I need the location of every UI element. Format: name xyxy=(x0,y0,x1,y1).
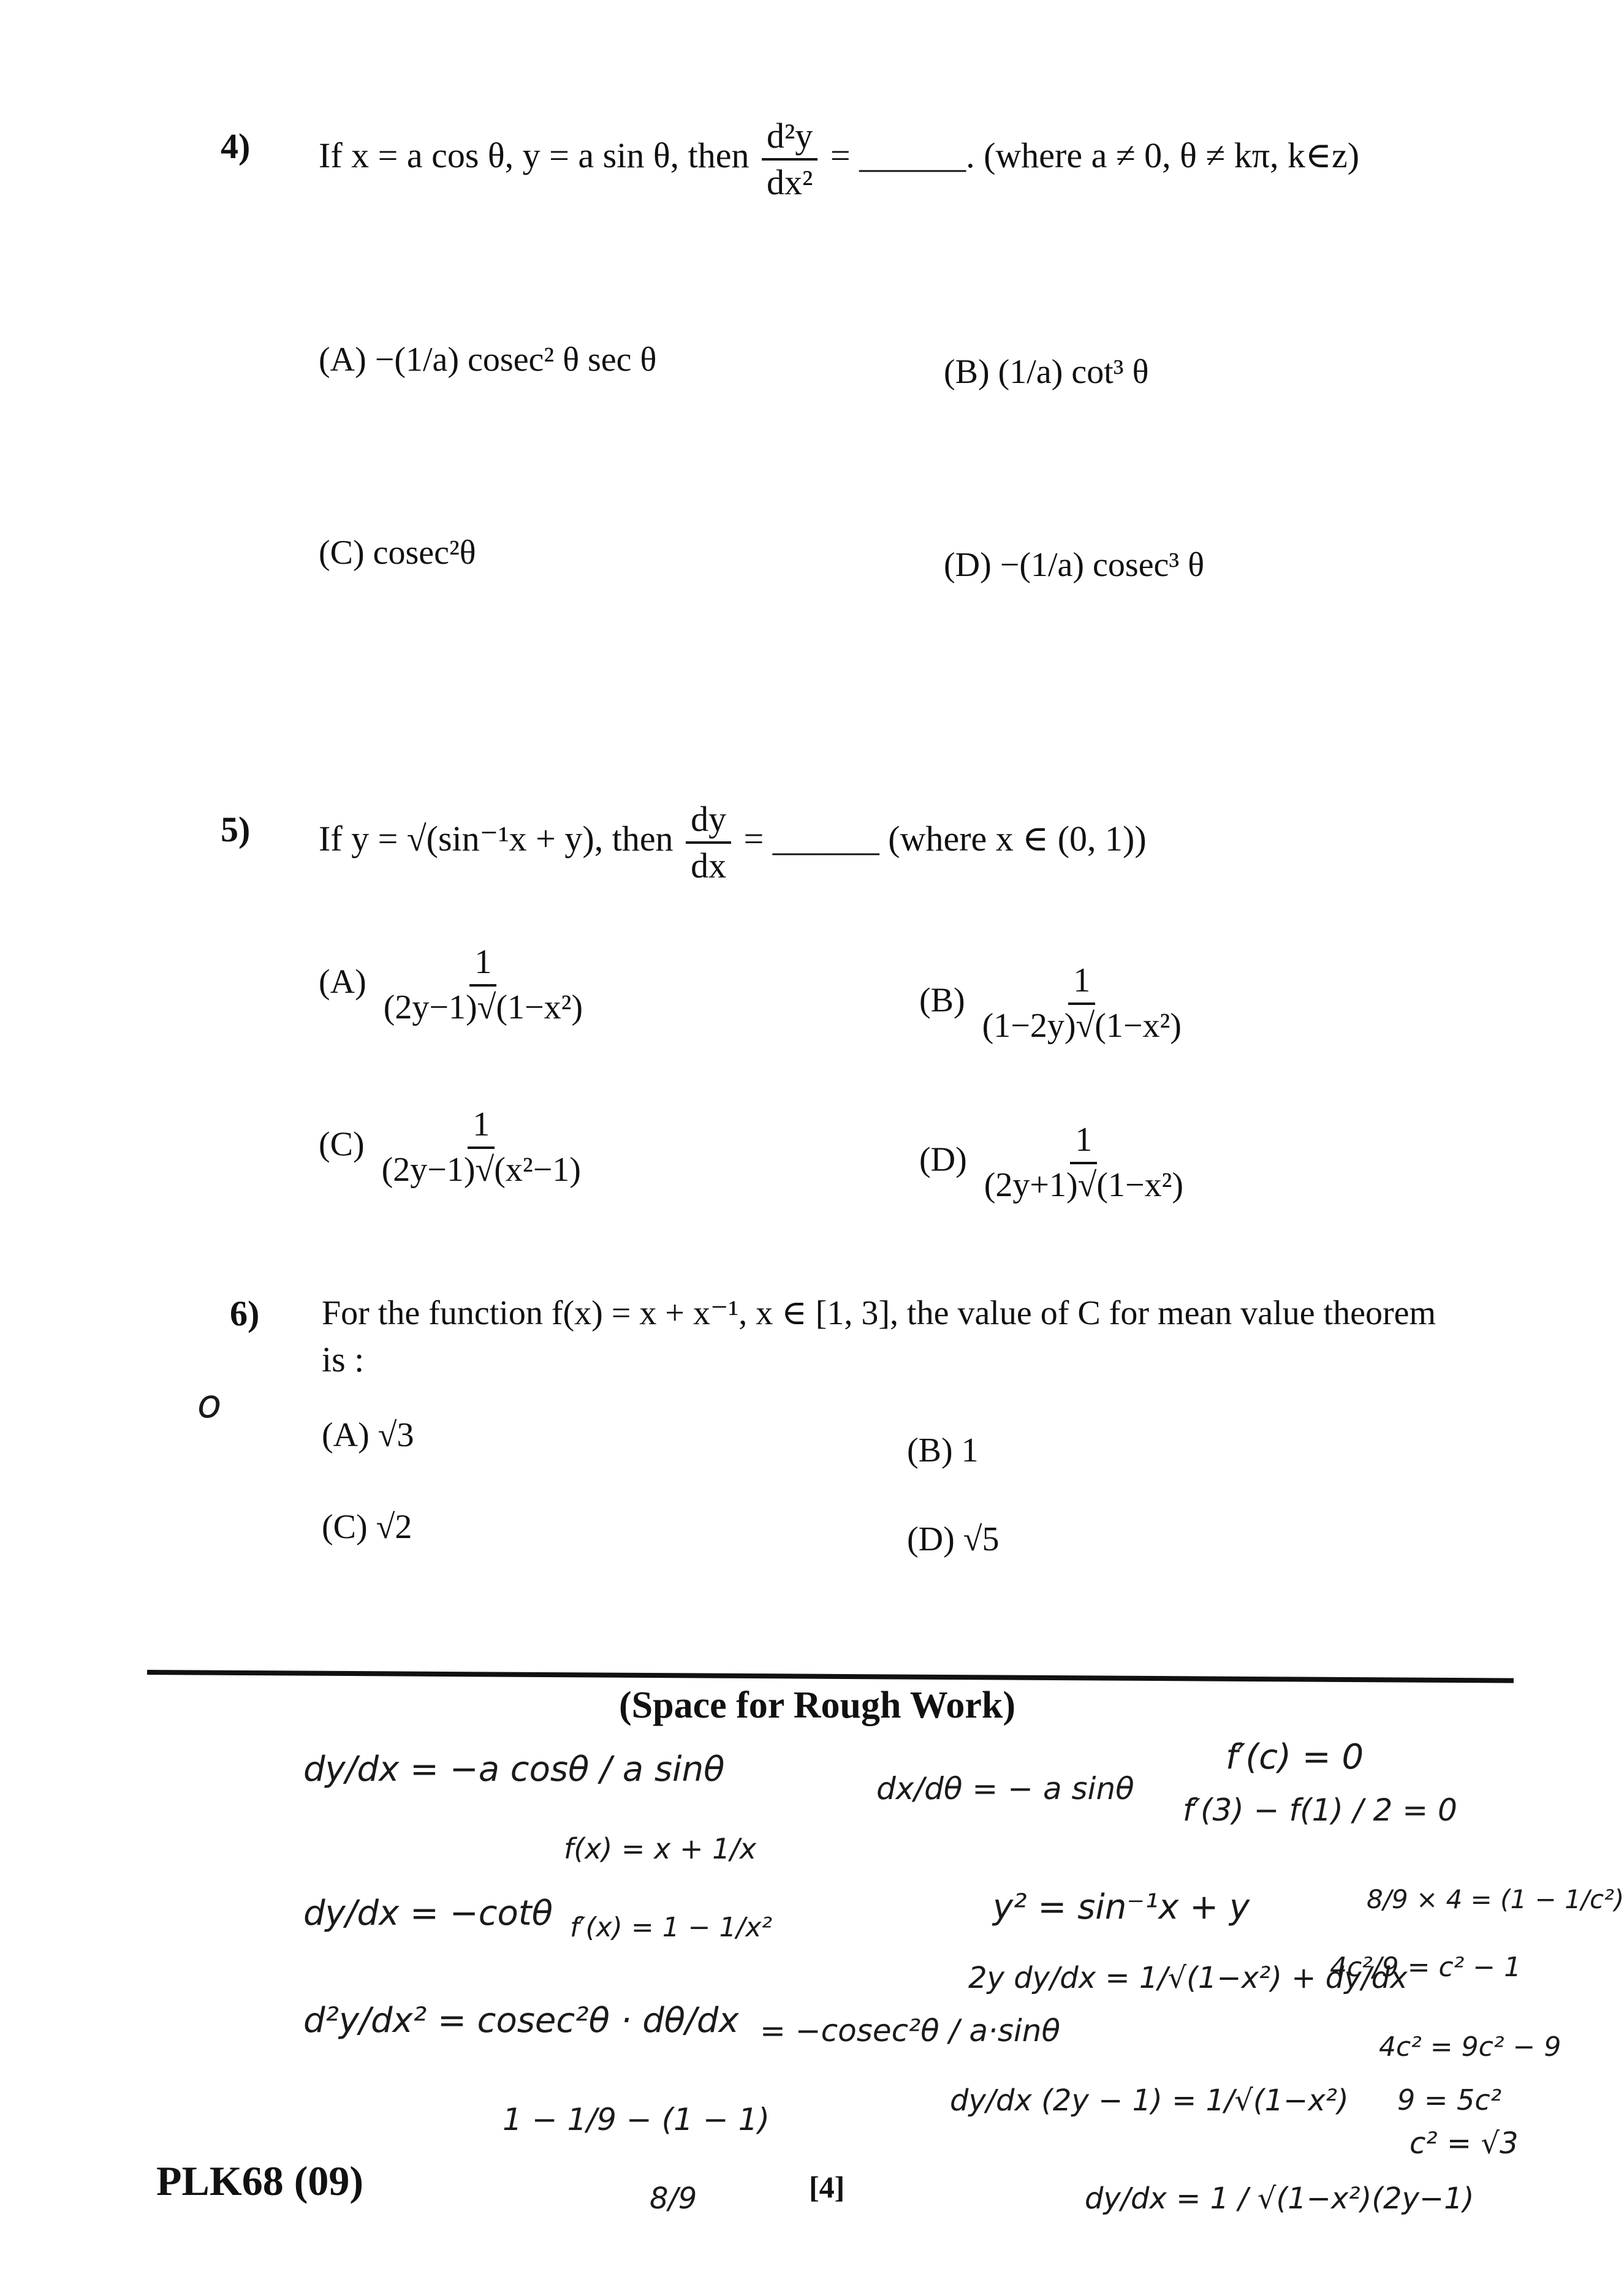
question-6-stem-line-1: For the function f(x) = x + x⁻¹, x ∈ [1, 3], the value of C for mean value theorem xyxy=(322,1294,1436,1332)
handwriting-line: = −cosec²θ / a·sinθ xyxy=(760,2013,1061,2049)
question-6-number: 6) xyxy=(230,1294,260,1333)
handwriting-line: dy/dx = −a cosθ / a sinθ xyxy=(303,1749,725,1789)
handwriting-line: 9 = 5c² xyxy=(1397,2083,1502,2117)
question-5-stem-suffix: = ______ (where x ∈ (0, 1)) xyxy=(743,819,1147,859)
rough-work-divider xyxy=(147,1670,1514,1683)
handwriting-line: y² = sin⁻¹x + y xyxy=(993,1887,1250,1927)
question-4-derivative-fraction xyxy=(762,116,818,202)
handwriting-line: 2y dy/dx = 1/√(1−x²) + dy/dx xyxy=(968,1961,1408,1995)
question-4-option-d[interactable] xyxy=(944,545,1204,585)
option-text: √3 xyxy=(378,1416,414,1454)
question-5-fraction-denominator: dx xyxy=(691,845,727,885)
option-label: (B) xyxy=(919,981,965,1020)
question-4-option-a[interactable] xyxy=(319,340,656,379)
option-label: (C) xyxy=(319,1125,365,1164)
option-label: (D) xyxy=(907,1520,955,1558)
handwriting-line: d²y/dx² = cosec²θ · dθ/dx xyxy=(303,2001,739,2041)
question-5-option-c[interactable] xyxy=(319,1106,590,1189)
handwriting-line: 4c²/9 = c² − 1 xyxy=(1330,1952,1522,1983)
handwriting-line: dx/dθ = − a sinθ xyxy=(876,1771,1134,1806)
page-number: [4] xyxy=(809,2170,845,2204)
paper-code: PLK68 (09) xyxy=(156,2158,364,2204)
option-denominator: (2y−1)√(1−x²) xyxy=(383,988,583,1026)
option-label: (C) xyxy=(319,534,365,572)
option-text: −(1/a) cosec³ θ xyxy=(1000,546,1205,584)
rough-work-title: (Space for Rough Work) xyxy=(619,1685,1016,1726)
option-label: (A) xyxy=(322,1416,370,1454)
handwriting-line: 8/9 × 4 = (1 − 1/c²) xyxy=(1367,1884,1624,1914)
option-numerator: 1 xyxy=(1068,962,1095,1005)
handwriting-line: 4c² = 9c² − 9 xyxy=(1379,2031,1561,2063)
question-4-option-c[interactable] xyxy=(319,533,476,572)
option-numerator: 1 xyxy=(468,1106,495,1149)
option-fraction xyxy=(977,962,1186,1045)
option-text: 1 xyxy=(961,1431,979,1469)
option-fraction xyxy=(377,1106,586,1189)
handwriting-line: f′(c) = 0 xyxy=(1226,1737,1364,1777)
option-label: (A) xyxy=(319,341,366,379)
handwriting-line: c² = √3 xyxy=(1410,2126,1519,2161)
option-numerator: 1 xyxy=(1070,1121,1097,1164)
handwriting-line: 1 − 1/9 − (1 − 1) xyxy=(503,2102,770,2137)
question-5-stem-prefix: If y = √(sin⁻¹x + y), then xyxy=(319,819,674,859)
question-5-stem xyxy=(319,800,1147,885)
option-label: (C) xyxy=(322,1508,368,1546)
question-4-stem-prefix: If x = a cos θ, y = a sin θ, then xyxy=(319,135,749,176)
option-label: (D) xyxy=(944,546,992,584)
handwriting-line: dy/dx = −cotθ xyxy=(303,1893,553,1933)
question-6-option-d[interactable] xyxy=(907,1520,999,1559)
question-4-stem xyxy=(319,116,1359,202)
option-label: (B) xyxy=(944,353,990,391)
question-6-option-b[interactable] xyxy=(907,1431,979,1470)
question-6-option-c[interactable] xyxy=(322,1507,412,1547)
margin-mark: o xyxy=(197,1382,222,1427)
option-label: (A) xyxy=(319,963,366,1001)
handwriting-line: dy/dx = 1 / √(1−x²)(2y−1) xyxy=(1085,2181,1474,2216)
option-text: cosec²θ xyxy=(373,534,476,572)
question-5-option-d[interactable] xyxy=(919,1121,1192,1204)
question-6-option-a[interactable] xyxy=(322,1416,414,1455)
question-5-option-b[interactable] xyxy=(919,962,1190,1045)
option-denominator: (2y−1)√(x²−1) xyxy=(381,1150,581,1189)
option-text: √2 xyxy=(376,1508,412,1546)
option-label: (D) xyxy=(919,1140,967,1179)
option-text: −(1/a) cosec² θ sec θ xyxy=(374,341,657,379)
option-text: √5 xyxy=(963,1520,1000,1558)
handwriting-line: f(x) = x + 1/x xyxy=(564,1832,757,1865)
question-5-fraction-numerator: dy xyxy=(686,800,731,844)
handwriting-line: 8/9 xyxy=(650,2181,697,2216)
question-4-number: 4) xyxy=(221,126,251,166)
handwriting-line: f′(x) = 1 − 1/x² xyxy=(570,1912,773,1943)
question-5-derivative-fraction xyxy=(686,800,731,885)
option-numerator: 1 xyxy=(469,944,496,987)
question-6-stem-line-2: is : xyxy=(322,1340,365,1379)
question-4-option-b[interactable] xyxy=(944,352,1148,392)
question-5-option-a[interactable] xyxy=(319,944,591,1026)
question-4-fraction-numerator: d²y xyxy=(762,116,818,161)
option-fraction xyxy=(979,1121,1188,1204)
option-denominator: (2y+1)√(1−x²) xyxy=(984,1165,1184,1204)
question-4-stem-suffix: = ______. (where a ≠ 0, θ ≠ kπ, k∈z) xyxy=(830,135,1360,176)
option-denominator: (1−2y)√(1−x²) xyxy=(982,1006,1182,1045)
handwriting-line: dy/dx (2y − 1) = 1/√(1−x²) xyxy=(950,2083,1349,2118)
question-5-number: 5) xyxy=(221,809,251,849)
option-fraction xyxy=(379,944,588,1026)
option-label: (B) xyxy=(907,1431,953,1469)
option-text: (1/a) cot³ θ xyxy=(998,353,1149,391)
question-4-fraction-denominator: dx² xyxy=(766,162,813,202)
handwriting-line: f′(3) − f(1) / 2 = 0 xyxy=(1183,1792,1457,1828)
